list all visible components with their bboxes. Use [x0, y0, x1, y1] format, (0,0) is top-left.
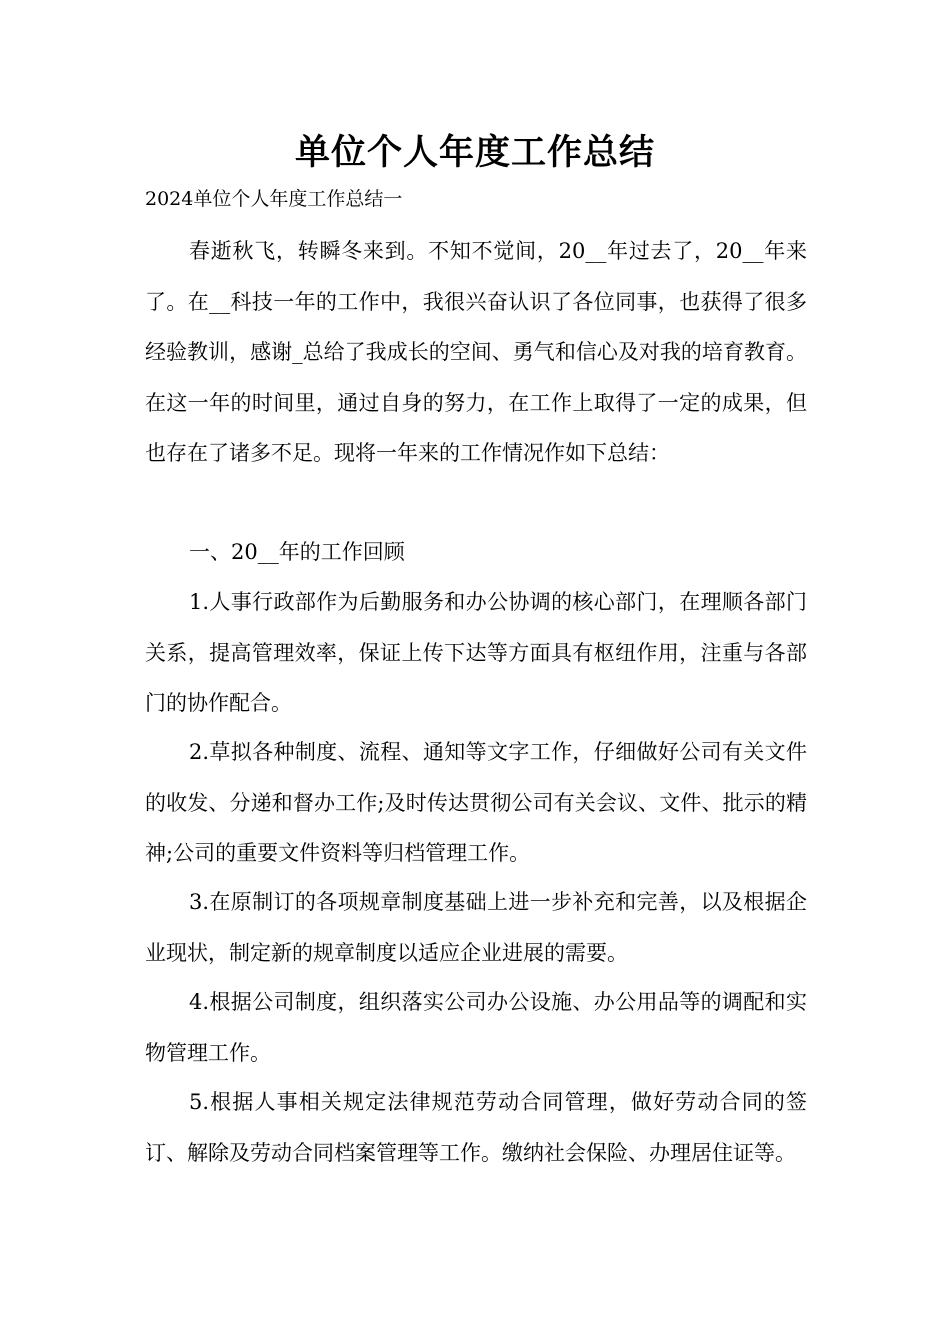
paragraph-item-5: 5.根据人事相关规定法律规范劳动合同管理，做好劳动合同的签订、解除及劳动合同档案管理等工作。缴纳社会保险、办理居住证等。 [145, 1090, 807, 1165]
document-subtitle: 2024单位个人年度工作总结一 [145, 188, 403, 210]
section-heading: 一、20__年的工作回顾 [189, 540, 405, 564]
paragraph-item-1: 1.人事行政部作为后勤服务和办公协调的核心部门，在理顺各部门关系，提高管理效率，保证上传下达等方面具有枢纽作用，注重与各部门的协作配合。 [145, 590, 807, 715]
paragraph-item-2: 2.草拟各种制度、流程、通知等文字工作，仔细做好公司有关文件的收发、分递和督办工作;及时传达贯彻公司有关会议、文件、批示的精神;公司的重要文件资料等归档管理工作。 [145, 740, 807, 865]
paragraph-intro: 春逝秋飞，转瞬冬来到。不知不觉间，20__年过去了，20__年来了。在__科技一年的工作中，我很兴奋认识了各位同事，也获得了很多经验教训，感谢_总给了我成长的空间、勇气和信心及对我的培育教育。在这一年的时间里，通过自身的努力，在工作上取得了一定的成果，但也存在了诸多不足。现将一年来的工作情况作如下总结： [145, 239, 807, 465]
document-title: 单位个人年度工作总结 [294, 133, 655, 173]
paragraph-item-4: 4.根据公司制度，组织落实公司办公设施、办公用品等的调配和实物管理工作。 [145, 990, 807, 1065]
paragraph-item-3: 3.在原制订的各项规章制度基础上进一步补充和完善，以及根据企业现状，制定新的规章制度以适应企业进展的需要。 [145, 890, 807, 965]
